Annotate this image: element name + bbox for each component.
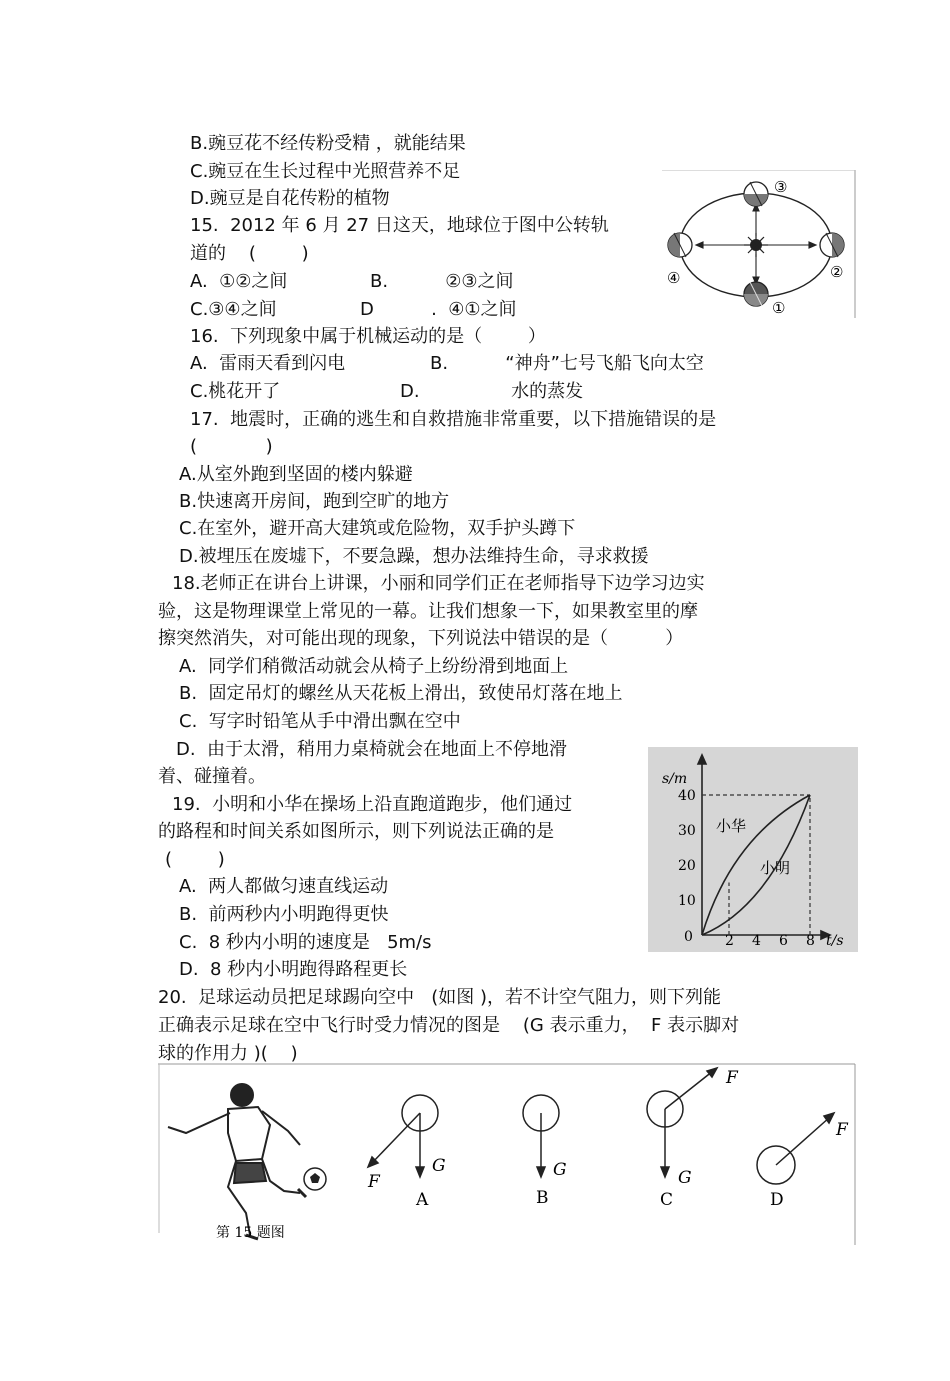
soccer-player-illustration [168, 1084, 306, 1239]
option-label-c: C [660, 1190, 674, 1210]
question-20-line1: 20. 足球运动员把足球踢向空中 (如图 )，若不计空气阻力，则下列能 [158, 987, 721, 1008]
force-diagram-a [368, 1095, 438, 1177]
label-d-f: F [836, 1120, 848, 1140]
option-18a: A. 同学们稍微活动就会从椅子上纷纷滑到地面上 [179, 656, 569, 677]
option-18d-line1: D. 由于太滑，稍用力桌椅就会在地面上不停地滑 [176, 739, 568, 760]
option-19d: D. 8 秒内小明跑得路程更长 [179, 959, 408, 980]
option-17c: C.在室外，避开高大建筑或危险物，双手护头蹲下 [179, 518, 576, 539]
orbit-label-1: ① [772, 299, 786, 317]
earth-icon-bottom [744, 282, 768, 306]
x-axis-label: t/s [826, 933, 844, 949]
question-18-line3: 擦突然消失，对可能出现的现象，下列说法中错误的是（ ） [158, 628, 684, 649]
label-c-g: G [678, 1168, 692, 1188]
question-19-line3: ( ) [165, 849, 225, 870]
option-16a: A. 雷雨天看到闪电 [190, 353, 346, 374]
option-label-b: B [536, 1188, 549, 1208]
earth-icon-left [668, 233, 692, 257]
question-20-line2: 正确表示足球在空中飞行时受力情况的图是 (G 表示重力， F 表示脚对 [158, 1015, 740, 1036]
y-tick-20: 20 [678, 858, 696, 874]
option-15a: A. ①②之间 [190, 271, 288, 292]
y-tick-30: 30 [678, 823, 696, 839]
option-16d: D. 水的蒸发 [400, 381, 584, 402]
option-14d: D.豌豆是自花传粉的植物 [190, 188, 390, 209]
question-18-line1: 18.老师正在讲台上讲课，小丽和同学们正在老师指导下边学习边实 [172, 573, 705, 594]
series-label-xiaoming: 小明 [760, 859, 791, 877]
label-c-f: F [726, 1068, 738, 1088]
option-19a: A. 两人都做匀速直线运动 [179, 876, 389, 897]
y-tick-40: 40 [678, 788, 696, 804]
series-label-xiaohua: 小华 [716, 817, 747, 835]
option-15c: C.③④之间 [190, 299, 277, 320]
label-b-g: G [553, 1160, 567, 1180]
option-18c: C. 写字时铅笔从手中滑出飘在空中 [179, 711, 461, 732]
sun-icon [744, 233, 768, 257]
question-19-line1: 19. 小明和小华在操场上沿直跑道跑步，他们通过 [172, 794, 573, 815]
option-17d: D.被埋压在废墟下，不要急躁，想办法维持生命，寻求救援 [179, 546, 649, 567]
option-15d: D . ④①之间 [360, 299, 517, 320]
orbit-label-3: ③ [774, 178, 788, 196]
option-14c: C.豌豆在生长过程中光照营养不足 [190, 161, 461, 182]
option-19c: C. 8 秒内小明的速度是 5m/s [179, 932, 432, 953]
distance-time-graph [648, 747, 858, 952]
question-17-line1: 17. 地震时，正确的逃生和自救措施非常重要，以下措施错误的是 [190, 409, 717, 430]
option-14b: B.豌豆花不经传粉受精 ，就能结果 [190, 133, 466, 154]
earth-icon-right [820, 233, 844, 257]
question-17-line2: ( ) [190, 436, 273, 457]
orbit-label-2: ② [830, 263, 844, 281]
force-diagram-d [757, 1113, 834, 1184]
option-label-a: A [416, 1190, 429, 1210]
origin-label: 0 [684, 929, 693, 945]
option-16b: B. “神舟”七号飞船飞向太空 [430, 353, 704, 374]
option-15b: B. ②③之间 [370, 271, 514, 292]
question-18-line2: 验，这是物理课堂上常见的一幕。让我们想象一下，如果教室里的摩 [158, 601, 698, 622]
figure-caption: 第 15 题图 [216, 1225, 285, 1241]
y-tick-10: 10 [678, 893, 696, 909]
question-16: 16. 下列现象中属于机械运动的是（ ） [190, 326, 546, 347]
orbit-figure [662, 170, 856, 318]
option-18b: B. 固定吊灯的螺丝从天花板上滑出，致使吊灯落在地上 [179, 683, 623, 704]
soccer-ball-icon [304, 1168, 326, 1190]
question-19-line2: 的路程和时间关系如图所示，则下列说法正确的是 [158, 821, 554, 842]
y-axis-label: s/m [662, 771, 688, 787]
orbit-label-4: ④ [667, 269, 681, 287]
force-figure [158, 1063, 856, 1245]
question-15-line2: 道的 ( ) [190, 243, 309, 264]
option-16c: C.桃花开了 [190, 381, 281, 402]
x-tick-8: 8 [806, 933, 815, 949]
option-17b: B.快速离开房间，跑到空旷的地方 [179, 491, 450, 512]
x-tick-2: 2 [725, 933, 734, 949]
earth-icon-top [744, 182, 768, 206]
question-20-line3: 球的作用力 )( ) [158, 1043, 298, 1064]
option-label-d: D [770, 1190, 784, 1210]
option-17a: A.从室外跑到坚固的楼内躲避 [179, 464, 413, 485]
question-15-line1: 15. 2012 年 6 月 27 日这天，地球位于图中公转轨 [190, 215, 609, 236]
option-18d-line2: 着、碰撞着。 [158, 766, 266, 787]
label-a-g: G [432, 1156, 446, 1176]
label-a-f: F [368, 1172, 380, 1192]
force-diagram-c [647, 1068, 717, 1177]
option-19b: B. 前两秒内小明跑得更快 [179, 904, 389, 925]
x-tick-6: 6 [779, 933, 788, 949]
x-tick-4: 4 [752, 933, 761, 949]
